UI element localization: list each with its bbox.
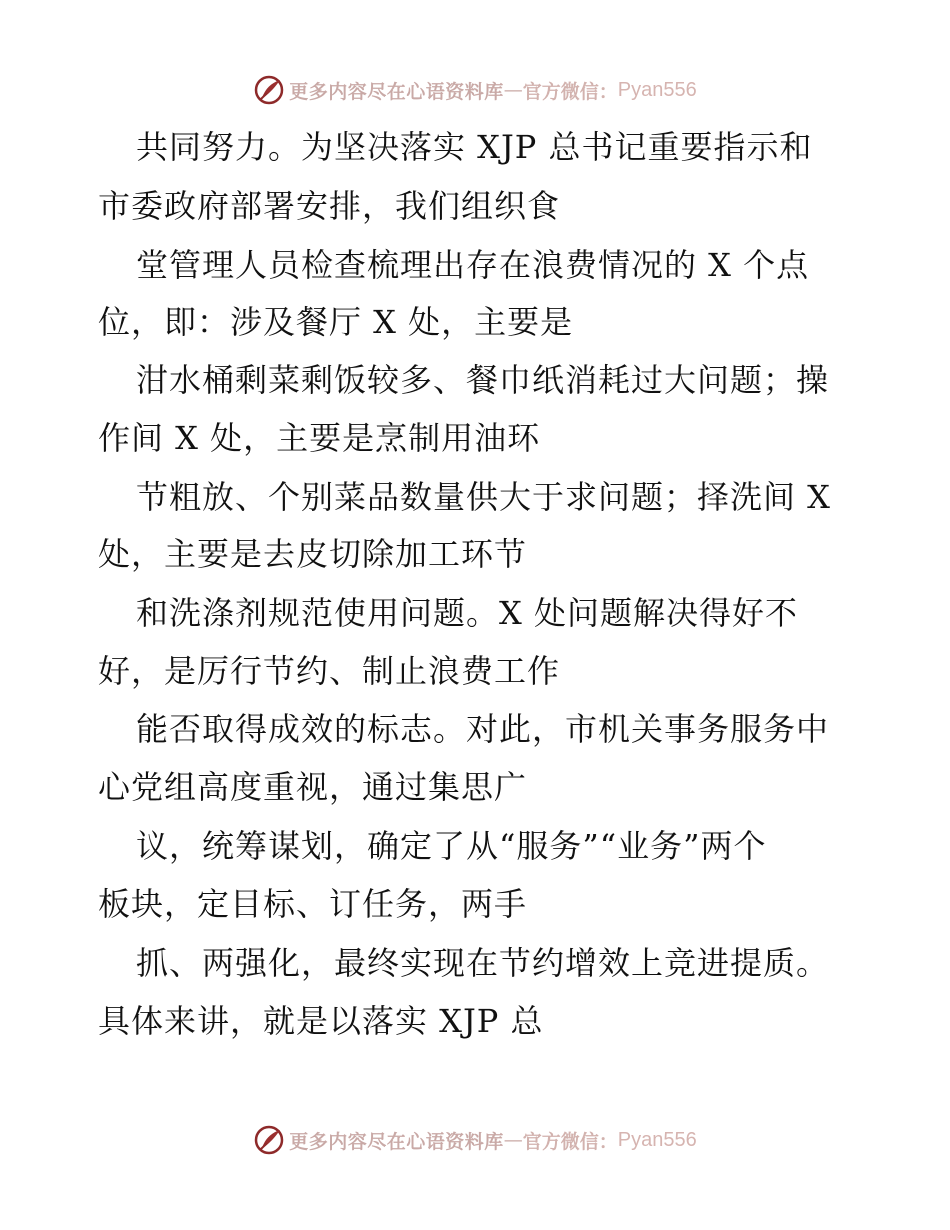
body-line: 好，是厉行节约、制止浪费工作 [98,652,561,690]
body-line: 能否取得成效的标志。对此，市机关事务服务中 [136,710,830,748]
banner-dash: — [503,79,523,101]
banner-wechat-label: 官方微信： [522,1130,618,1153]
body-line: 具体来讲，就是以落实 XJP 总 [98,1002,544,1040]
header-banner [0,70,950,110]
body-line: 堂管理人员检查梳理出存在浪费情况的 X 个点 [136,246,810,284]
banner-text [289,77,697,104]
body-line: 板块，定目标、订任务，两手 [98,885,528,923]
body-line: 和洗涤剂规范使用问题。X 处问题解决得好不 [136,594,798,632]
banner-wechat-id: Pyan556 [617,78,697,101]
body-line: 议，统筹谋划，确定了从“服务”“业务”两个 [136,827,767,865]
body-line: 心党组高度重视，通过集思广 [98,768,528,806]
body-line: 节粗放、个别菜品数量供大于求问题；择洗间 X [136,478,831,516]
banner-wechat-label: 官方微信： [522,80,618,103]
body-line: 处，主要是去皮切除加工环节 [98,535,528,573]
feather-logo-icon [253,74,285,106]
banner-text [289,1127,697,1154]
body-line: 泔水桶剩菜剩饭较多、餐巾纸消耗过大问题；操 [136,361,830,399]
footer-banner [0,1120,950,1160]
banner-main-text: 更多内容尽在心语资料库 [289,1130,504,1153]
body-line: 位，即：涉及餐厅 X 处，主要是 [98,303,574,341]
body-line: 市委政府部署安排，我们组织食 [98,187,561,225]
feather-logo-icon [253,1124,285,1156]
banner-wechat-id: Pyan556 [617,1128,697,1151]
body-line: 抓、两强化，最终实现在节约增效上竞进提质。 [136,944,830,982]
banner-main-text: 更多内容尽在心语资料库 [289,80,504,103]
banner-dash: — [503,1129,523,1151]
body-line: 作间 X 处，主要是烹制用油环 [98,419,541,457]
body-line: 共同努力。为坚决落实 XJP 总书记重要指示和 [136,128,813,166]
